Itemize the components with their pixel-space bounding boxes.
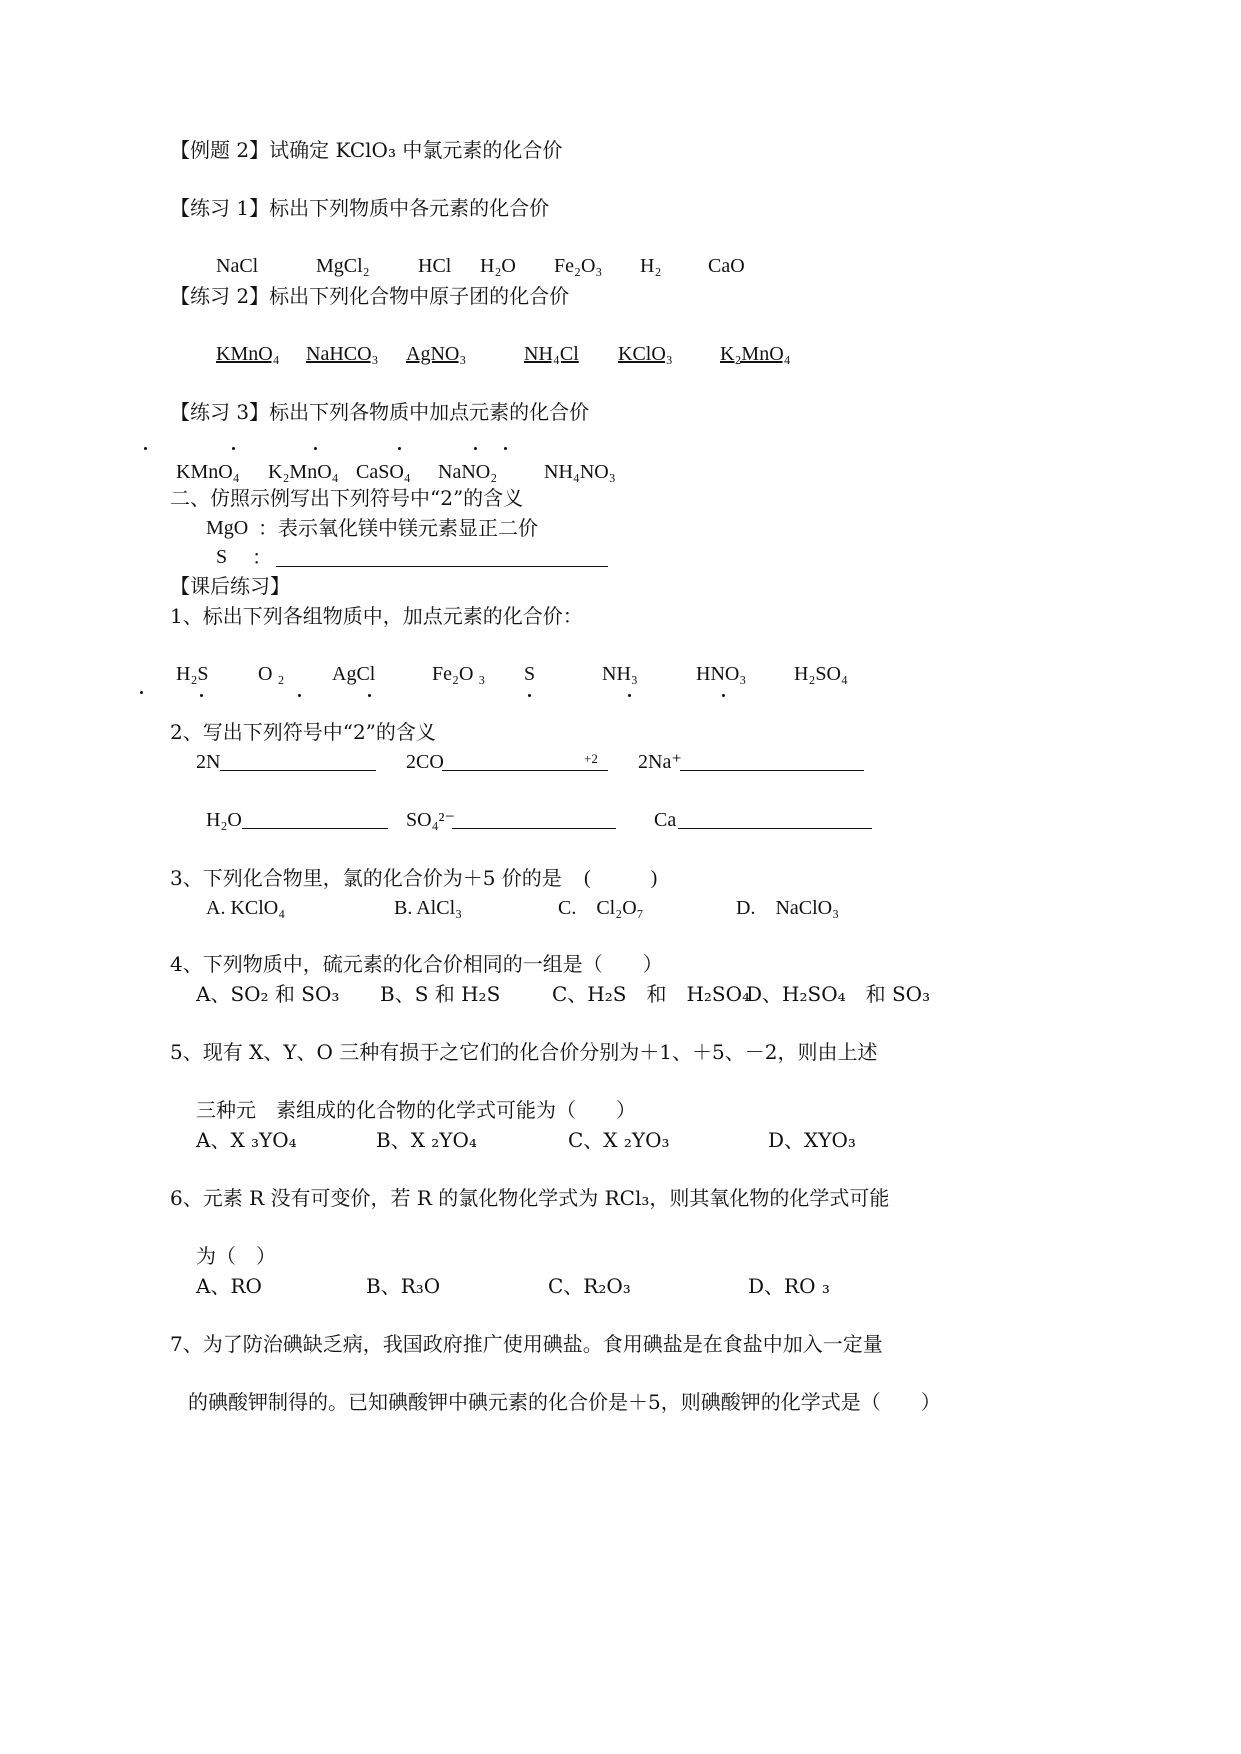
exercise-1-item: MgCl₂	[316, 255, 370, 277]
section-2-s-colon: ：	[252, 545, 272, 569]
emphasis-dot	[368, 694, 371, 697]
emphasis-dot	[722, 694, 725, 697]
section-2-s-label: S	[216, 546, 228, 568]
exercise-3-item: NaNO₂	[438, 461, 498, 483]
question-2-item: 2Na⁺	[638, 751, 682, 773]
question-1-item: O ₂	[258, 663, 285, 685]
example-2-question: 【例题 2】试确定 KClO₃ 中氯元素的化合价	[170, 138, 563, 162]
emphasis-dot	[474, 447, 477, 450]
exercise-2-item: NaHCO₃	[306, 343, 379, 365]
question-2-item: H₂O	[206, 809, 242, 831]
answer-blank[interactable]	[276, 566, 608, 567]
section-2-example-formula: MgO	[206, 517, 249, 539]
homework-title: 【课后练习】	[170, 574, 290, 598]
exercise-1-item: H₂O	[480, 255, 516, 277]
question-6-option: D、RO ₃	[748, 1274, 830, 1298]
answer-blank[interactable]	[220, 770, 376, 771]
exercise-1-item: Fe₂O₃	[554, 255, 603, 277]
exercise-1-item: NaCl	[216, 255, 259, 277]
question-5: 5、现有 X、Y、O 三种有损于之它们的化合价分别为＋1、＋5、－2，则由上述	[170, 1040, 878, 1064]
question-5-option: C、X ₂YO₃	[568, 1128, 670, 1152]
question-6-option: A、RO	[196, 1274, 262, 1298]
question-5-option: A、X ₃YO₄	[196, 1128, 297, 1152]
question-4-option: C、H₂S 和 H₂SO₄	[552, 982, 751, 1006]
question-7: 7、为了防治碘缺乏病，我国政府推广使用碘盐。食用碘盐是在食盐中加入一定量	[170, 1332, 883, 1356]
answer-bracket: ( )	[584, 867, 658, 889]
question-1-item: S	[524, 663, 536, 685]
exercise-1-item: H₂	[640, 255, 662, 277]
exercise-2-item: AgNO₃	[406, 343, 467, 365]
question-3: 3、下列化合物里，氯的化合价为＋5 价的是	[170, 866, 562, 890]
question-4-option: A、SO₂ 和 SO₃	[196, 982, 340, 1006]
question-2-item: 2CO	[406, 751, 444, 773]
answer-blank[interactable]	[442, 770, 608, 771]
emphasis-dot	[144, 447, 147, 450]
answer-blank[interactable]	[242, 828, 388, 829]
emphasis-dot	[200, 694, 203, 697]
question-4-option: D、H₂SO₄ 和 SO₃	[746, 982, 931, 1006]
section-2-example-text: ：表示氧化镁中镁元素显正二价	[258, 516, 538, 540]
exercise-1-item: HCl	[418, 255, 452, 277]
question-6: 6、元素 R 没有可变价，若 R 的氯化物化学式为 RCl₃，则其氧化物的化学式可能	[170, 1186, 890, 1210]
exercise-1-item: CaO	[708, 255, 745, 277]
emphasis-dot	[232, 447, 235, 450]
question-5-option: B、X ₂YO₄	[376, 1128, 477, 1152]
exercise-3-item: KMnO₄	[176, 461, 240, 483]
answer-blank[interactable]	[452, 828, 616, 829]
exercise-3-item: CaSO₄	[356, 461, 411, 483]
question-3-option: A. KClO₄	[206, 897, 286, 919]
emphasis-dot	[628, 694, 631, 697]
question-2-item: SO₄²⁻	[406, 809, 456, 831]
exercise-2-item: KClO₃	[618, 343, 673, 365]
question-5-option: D、XYO₃	[768, 1128, 856, 1152]
exercise-2-item: NH₄Cl	[524, 343, 579, 365]
exercise-3-item: NH₄NO₃	[544, 461, 616, 483]
question-2-item: 2N	[196, 751, 221, 773]
exercise-1-title: 【练习 1】标出下列物质中各元素的化合价	[170, 196, 550, 220]
question-1-item: H₂S	[176, 663, 209, 685]
question-7-continued: 的碘酸钾制得的。已知碘酸钾中碘元素的化合价是＋5，则碘酸钾的化学式是（ ）	[188, 1390, 941, 1414]
charge-label: +2	[584, 751, 598, 766]
question-1-item: HNO₃	[696, 663, 747, 685]
emphasis-dot	[140, 691, 143, 694]
question-1: 1、标出下列各组物质中，加点元素的化合价：	[170, 604, 583, 628]
exercise-3-title: 【练习 3】标出下列各物质中加点元素的化合价	[170, 400, 590, 424]
emphasis-dot	[504, 447, 507, 450]
answer-blank[interactable]	[680, 770, 864, 771]
question-3-option: B. AlCl₃	[394, 897, 463, 919]
question-2-item: Ca	[654, 809, 677, 831]
exercise-2-item: K₂MnO₄	[720, 343, 791, 365]
question-2: 2、写出下列符号中“2”的含义	[170, 720, 436, 744]
question-1-item: AgCl	[332, 663, 376, 685]
question-5-continued: 三种元 素组成的化合物的化学式可能为（ ）	[196, 1098, 636, 1122]
question-4: 4、下列物质中，硫元素的化合价相同的一组是（ ）	[170, 952, 663, 976]
question-3-option: D. NaClO₃	[736, 897, 840, 919]
question-6-option: B、R₃O	[366, 1274, 441, 1298]
question-6-option: C、R₂O₃	[548, 1274, 631, 1298]
question-1-item: NH₃	[602, 663, 638, 685]
emphasis-dot	[298, 694, 301, 697]
exercise-2-title: 【练习 2】标出下列化合物中原子团的化合价	[170, 284, 570, 308]
emphasis-dot	[398, 447, 401, 450]
emphasis-dot	[314, 447, 317, 450]
question-3-option: C. Cl₂O₇	[558, 897, 644, 919]
question-1-item: Fe₂O ₃	[432, 663, 486, 685]
question-6-continued: 为（ ）	[196, 1244, 276, 1268]
emphasis-dot	[528, 694, 531, 697]
question-4-option: B、S 和 H₂S	[380, 982, 501, 1006]
section-2-title: 二、仿照示例写出下列符号中“2”的含义	[170, 486, 524, 510]
question-1-item: H₂SO₄	[794, 663, 848, 685]
exercise-2-item: KMnO₄	[216, 343, 280, 365]
answer-blank[interactable]	[678, 828, 872, 829]
exercise-3-item: K₂MnO₄	[268, 461, 339, 483]
